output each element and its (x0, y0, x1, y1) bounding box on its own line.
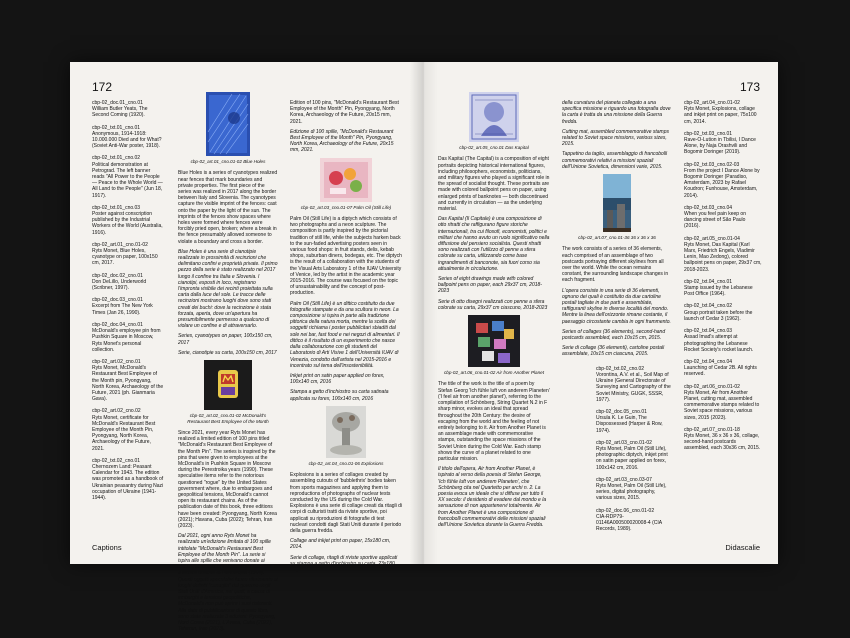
caption-code: cbp-02_art.02_cno.01 (92, 358, 141, 365)
caption-entry (684, 100, 762, 125)
blue-holes-series-en: Series, cyanotypes on paper, 100x150 cm, 2017 (178, 333, 273, 346)
explosions-series-en: Collage and inkjet print on paper, 15x180 cm, 2014. (290, 538, 391, 551)
caption-text: Ryts Monet, Blue Holes, cyanotype on paper, 100x150 cm, 2017. (92, 248, 158, 267)
blue-holes-text-it: Blue Holes è una serie di cianotipie realizzate in prossimità di recinzioni che delimitano confini e proprietà private. Il primo pezzo della serie è stato realizzato nel 2017 lungo il confine tra Italia e Slovenia. I cianotipi, esposti in loco, registrano l'impronta visibile dei recinti proiettata sulla carta dalla luce del sole. Le tracce delle recinzioni mostrano luoghi dove sono stati creati dei buchi: dove la recinzione è stata forzata, aperta, dove un'apertura ha presumibilmente permesso a qualcuno di violare un confine e di attraversarlo. (178, 248, 278, 330)
caption-entry (684, 162, 762, 199)
left-page-number: 172 (92, 80, 113, 94)
left-caption-list (92, 100, 164, 507)
explosions-text: Explosions is a series of collages created by assembling cutouts of 'bubblethrix' bodies taken from sports magazines and applying them to reproductions of photographs of nuclear tests conducted by the US during the Cold War. Explosions è una serie di collage creati da ritagli di corpi di culturisti tratti da riviste sportive, poi applicati su riproduzioni di fotografie di test nucleari condotti dagli Stati Uniti durante il periodo della guerra fredda. (290, 472, 403, 534)
caption-code: cbp-02_doc.03_cno.01 (92, 297, 143, 304)
caption-code: cbp-02_txt.01_cno.03 (92, 204, 141, 211)
caption-entry (684, 279, 762, 298)
caption-code: cbp-02_txt.03_cno.04 (684, 204, 733, 211)
left-right-column (290, 100, 402, 577)
caption-entry (684, 427, 762, 452)
right-first-column (438, 100, 550, 532)
air-another-planet-text-it: Il titolo dell'opera, Air from Another Planet, è ispirato al verso della poesia di Stefan George, 'Ich fühle luft von anderem Planeten', che Schönberg cita nel Quartetto per archi n. 2. La poesia evoca un ideale che si diffuse per tutto il XX secolo: il desiderio di evadere dal mondo e la sensazione di non appartenervi totalmente. Air from Another Planet è una composizione di francobolli commemorativi delle missioni spaziali dell'Unione Sovietica durante la Guerra Fredda. (438, 466, 547, 528)
palm-oil-caption: cbp-02_art.03_cno.01-07 Palm Oil (Still Life) (300, 204, 392, 210)
caption-code: cbp-02_art.05_cno.01-04 (684, 235, 740, 242)
caption-entry (92, 297, 164, 316)
right-page (424, 62, 778, 564)
caption-code: cbp-02_txt.04_cno.01 (684, 278, 733, 285)
caption-entry (92, 125, 164, 150)
explosions-caption: cbp-02_art.04_cno.01-06 Explosions (308, 460, 384, 466)
caption-text: Ryts Monet, McDonald's Restaurant Best Employee of the Month pin, Pyongyang, North Korea, Archaeology of the Future, 2021 (ph. Gianmaria Gava). (92, 365, 164, 403)
das-kapital-series-it: Serie di otto disegni realizzati con penne a sfera colorate su carta, 29x37 cm ciascuno, 2018-2023 (438, 298, 548, 311)
caption-entry (596, 508, 672, 533)
caption-entry (92, 458, 164, 501)
blue-holes-image (206, 92, 250, 156)
caption-text: McDonald's employee pin from Pushkin Square in Moscow, Ryts Monet's personal collection. (92, 328, 161, 353)
caption-code: cbp-02_txt.03_cno.02-03 (684, 161, 740, 168)
right-middle-column (562, 100, 672, 538)
caption-code: cbp-02_art.04_cno.01-02 (684, 100, 740, 106)
right-middle-caption-list (596, 366, 672, 533)
blue-holes-caption: cbp-02_art.01_cno.01-02 Blue Holes (190, 159, 266, 164)
caption-text: Poster against conscription published by the Industrial Workers of the World (Australia, 1916). (92, 211, 163, 236)
caption-text: Ursula K. Le Guin, The Dispossessed (Harper & Row, 1974). (596, 415, 663, 434)
right-footer-label: Didascalie (725, 543, 760, 552)
left-footer-label: Captions (92, 543, 122, 552)
caption-code: cbp-02_art.03_cno.01-02 (596, 439, 652, 446)
book-spread (70, 62, 778, 633)
caption-entry (92, 155, 164, 198)
caption-entry (92, 205, 164, 236)
caption-code: cbp-02_art.06_cno.01-02 (684, 383, 740, 390)
blue-holes-series-it: Serie, cianotipie su carta, 100x150 cm, 2017 (178, 349, 277, 356)
pin-edition-it: Edizione di 100 spille, "McDonald's Restaurant Best Employee of the Month" Pin, Pyongyang, North Korea, Archaeology of the Future, 20x15 mm, 2021. (290, 128, 394, 154)
caption-text: Ryts Monet, Explosions, collage and inkjet print on paper, 75x100 cm, 2014. (684, 106, 757, 125)
caption-entry (596, 440, 672, 471)
caption-code: cbp-02_doc.06_cno.01-02 (596, 507, 655, 514)
caption-text: Stamp issued by the Lebanese Post Office (1964). (684, 285, 753, 298)
caption-code: cbp-02_txt.04_cno.04 (684, 358, 733, 365)
caption-code: cbp-02_txt.01_cno.01 (92, 124, 141, 131)
air-another-planet-image (468, 315, 520, 367)
caption-entry (92, 408, 164, 451)
das-kapital-text-en: Das Kapital (The Capital) is a composition of eight portraits depicting historical international figures, including philosophers, economists, politicians, and military figures who played a significant role in the spread of socialist thought. These portraits are made with colored ballpoint pens on paper, using enlarged prints of banknotes — both discontinued and currently in circulation — as the underlying material. (438, 156, 550, 213)
caption-text: Anonymous, 1914-1918: 10.000.000 Died and for What? (Soviet Anti-War poster, 1918). (92, 130, 162, 150)
caption-code: cbp-02_txt.02_cno.01 (92, 457, 141, 464)
caption-entry (684, 131, 762, 156)
caption-code: cbp-02_doc.01_cno.01 (92, 100, 143, 106)
caption-text: Ryts Monet, Air from Another Planet, cutting mat, assembled commemorative stamps related to Soviet space missions, various sizes, 2015 (2023). (684, 389, 760, 421)
mcdonalds-pin-caption: cbp-02_art.02_cno.01-02 McDonald's Restaurant Best Employee of the Month (187, 413, 269, 424)
caption-entry (684, 384, 762, 421)
mcdonalds-text-en: Since 2021, every year Ryts Monet has realized a limited edition of 100 pins titled "McDonald's Restaurant Best Employee of the Month Pin". The series is inspired by the pins that were given to employees at the McDonald's in Pushkin Square in Moscow during the Perestroika years (1990). These speculative items refer to the notorious questioned "rogue" by the United States government where, due to embargoes and geopolitical tensions, McDonald's cannot open its restaurant chains. As of the publication date of this book, three editions have been created: Pyongyang, North Korea (2021); Havana, Cuba (2022); Tehran, Iran (2023). (178, 429, 277, 529)
caption-text: Ryts Monet, Das Kapital (Karl Marx, Friedrich Engels, Vladimir Lenin, Mao Zedong), colored ballpoint pens on paper, 29x37 cm, 2018-2023. (684, 241, 762, 273)
caption-code: cbp-02_art.03_cno.03-07 (596, 476, 652, 483)
air-another-planet-caption: cbp-02_art.06_cno.01-02 Air from Another Planet (443, 370, 544, 376)
caption-text: Ryts Monet, certificate for McDonald's Restaurant Best Employee of the Month Pin, Pyongyang, North Korea, Archaeology of the Future, 2021. (92, 414, 156, 452)
thirty-six-text-it: L'opera consiste in una serie di 36 elementi, ognuno dei quali è costituito da due cartoline postali tagliate in due parti e assemblate, raffiguranti skyline in diverse località del mondo. Mentre la linea dell'orizzonte rimane costante, il paesaggio circostante cambia in ogni frammento. (562, 287, 671, 325)
thirty-six-series-it: Serie di collage (36 elementi), cartoline postali assemblate, 10x15 cm ciascuna, 2015. (562, 345, 665, 358)
caption-text: Ryts Monet, Palm Oil (Still Life), series, digital photography, various sizes, 2015. (596, 482, 667, 502)
thirty-six-text-en: The work consists of a series of 36 elements, each comprised of an assemblage of two postcards portraying different skylines from all over the world. While the ocean remains constant, the surrounding landscape changes in each fragment. (562, 246, 669, 284)
das-kapital-image (469, 92, 519, 142)
caption-text: Chernozem Land: Peasant Calendar for 1943. The edition was promoted as a handbook of Ukrainian peasantry during Nazi occupation of Ukraine (1941-1944). (92, 463, 164, 501)
caption-entry (596, 477, 672, 502)
explosions-series-it: Serie di collage, ritagli di riviste sportive applicati su stampa a getto d'inchiostro su carta, 23x180 cm, 2014. (290, 554, 398, 573)
pin-edition-en: Edition of 100 pins, "McDonald's Restaurant Best Employee of the Month" Pin, Pyongyang, North Korea, Archaeology of the Future, 20x15 mm, 2021. (290, 100, 399, 125)
caption-entry (684, 236, 762, 273)
palm-oil-series-it: Stampa a getto d'inchiostro su carta satinata applicata su forex, 100x140 cm, 2016 (290, 389, 389, 402)
caption-text: Rave-O-Lution in Tbilisi, I Dance Alone, by Naja Orashvili and Bogomir Doringer (2019). (684, 137, 756, 156)
caption-entry (92, 273, 164, 292)
mcdonalds-text-it: Dal 2021, ogni anno Ryts Monet ha realizzato un'edizione limitata di 100 spille intitolate "McDonald's Restaurant Best Employee of the Month Pin". La serie si ispira alle spille che venivano donate ai dipendenti del McDonald's di Piazza Puškin a Mosca durante la Perestrojka (1990). Questi oggetti speculativi fanno riferimento ai luoghi definiti "canaglia" dal governo degli Stati Uniti d'America, nei quali, a causa di embarghi e tensioni geopolitiche, McDonald's non può aprire i suoi ristoranti. Alla data di pubblicazione di questo libro, sono state realizzate 3 edizioni: Pyongyang, Nord Corea (2021), L'Avana, Cuba (2022), Teheran, Iran (2023). (178, 533, 278, 633)
caption-text: Political demonstration at Petrograd. The left banner reads "All Power to the People — Peace to the Whole World — All Land to the People" (Jun 18, 1917). (92, 161, 163, 199)
caption-text: Ryts Monet, Palm Oil (Still Life), photographic diptych, inkjet print on satin paper applied on forex, 100x142 cm, 2016. (596, 445, 668, 471)
caption-entry (92, 242, 164, 267)
caption-entry (684, 303, 762, 322)
caption-code: cbp-02_doc.04_cno.01 (92, 321, 143, 328)
palm-oil-series-en: Inkjet print on satin paper applied on forex, 100x140 cm, 2016 (290, 372, 385, 386)
das-kapital-caption: cbp-02_art.05_cno.01 Das Kapital (459, 145, 529, 150)
caption-text: Ryts Monet, 36 x 36 x 36, collage, second-hand postcards assembled, each 30x36 cm, 2015. (684, 432, 761, 452)
das-kapital-text-it: Das Kapital (Il Capitale) è una composizione di otto ritratti che raffigurano figure storiche internazionali, tra cui filosofi, economisti, politici e militari che hanno avuto un ruolo significativo nella diffusione del pensiero socialista. Questi ritratti sono realizzati con l'utilizzo di penne a sfera colorate su carta, utilizzando come base ingrandimenti di banconote, sia fuori corso sia attualmente in circolazione. (438, 216, 550, 272)
palm-oil-text-en: Palm Oil (Still Life) is a diptych which consists of two photographs and a neon sculpture. The composition is partly inspired by the pictorial tradition of still life, while the subjects harken back to the sun-faded advertising posters seen in various food shops: in fruit stands, delis, kebab shops, suburban diners, bodegas, etc. The diptych is the result of a collaboration with the students of the Visual Arts Laboratory 1 of the IUAV University of Venice, led by the artist in the academic year 2015-2016. The course was focused on the topic of unsustainability and the concept of post-production. (290, 216, 402, 297)
das-kapital-series-en: Series of eight drawings made with colored ballpoint pens on paper, each 29x37 cm, 2018-2023 (438, 276, 542, 295)
caption-entry (92, 359, 164, 402)
right-caption-list (684, 100, 762, 458)
caption-text: Don DeLillo, Underworld (Scribner, 1997). (92, 278, 147, 292)
caption-code: cbp-02_txt.01_cno.02 (92, 155, 141, 162)
caption-text: CIA-RDP79-01146A000500020008-4 (CIA Records, 1989). (596, 513, 662, 533)
caption-code: cbp-02_txt.04_cno.03 (684, 328, 733, 335)
air-another-planet-text-en: The title of the work is the title of a poem by Stefan Georg 'Ich fühle luft von anderem Planeten' ('I feel air from another planet'), referring to the compilation of Schönberg, String Quartet N.2 in F sharp minor, evokes an ideal that spread throughout the 20th Century: the desire of escaping from the world and the feeling of not entirely belonging to it. Air from Another Planet is an assemblage made with commemorative stamps, outstanding the space missions of the Soviet Union during the Cold War. Each stamp shows the curve of a planet related to one particular mission. (438, 381, 550, 462)
caption-code: cbp-02_txt.02_cno.02 (596, 365, 645, 372)
left-middle-column (178, 100, 278, 636)
thirty-six-series-en: Series of collages (36 elements), second-hand postcards assembled, each 10x15 cm, 2015. (562, 328, 666, 342)
caption-entry (92, 100, 164, 119)
explosions-image (326, 406, 366, 458)
caption-entry (596, 409, 672, 434)
thirty-six-image (603, 174, 631, 232)
caption-text: Vorontina, A.V. et al., Soil Map of Ukraine (General Directorate of Surveying and Cartography of the Soviet Ministry, GUGK, SSSR, 1977). (596, 371, 671, 403)
caption-code: cbp-02_doc.02_cno.01 (92, 272, 143, 279)
caption-entry (92, 322, 164, 353)
caption-code: cbp-02_art.02_cno.02 (92, 408, 141, 415)
right-page-number: 173 (739, 80, 760, 94)
mcdonalds-pin-image (204, 360, 252, 410)
blue-holes-text-en: Blue Holes is a series of cyanotypes realized near fences that mark boundaries and private properties. The first piece of the series was realized in 2017 along the border between Italy and Slovenia. The cyanotypes capture the visible imprint of the fences: cast onto the paper by the light of the sun. The imprints of the fences show spaces where holes were formed where fences were forcibly pried open, broken; where a break in the fence presumably allowed someone to violate a boundary and cross a border. (178, 170, 278, 245)
palm-oil-text-it: Palm Oil (Still Life) è un dittico costituito da due fotografie stampate e da una scultura in neon. La composizione si ispira in parte alla tradizione pittorica della natura morta, mentre la scelta dei soggetti richiama i poster pubblicitari sbiaditi dal sole nei bar, fast food e nei negozi di alimentari. Il dittico è il risultato di un esperimento che nasce dalla collaborazione con gli studenti del Laboratorio di Arti Visive 1 dell'Università IUAV di Venezia, condotto dall'artista nel 2015-2016 e incentrato sul tema dell'insostenibilità. (290, 300, 400, 369)
caption-entry (684, 328, 762, 353)
caption-code: cbp-02_art.07_cno.01-18 (684, 426, 740, 433)
caption-text: Launching of Cedar 2B. All rights reserved. (684, 365, 757, 378)
caption-code: cbp-02_doc.05_cno.01 (596, 408, 647, 415)
air-series-en: Cutting mat, assembled commemorative stamps related to Soviet space missions, various sizes, 2015. (562, 128, 669, 148)
caption-text: Group portrait taken before the launch of Cedar 3 (1962). (684, 309, 753, 322)
caption-text: Excerpt from The New York Times (Jan 26, 1990). (92, 303, 153, 316)
caption-entry (596, 366, 672, 403)
caption-text: From the project I Dance Alone by Bogomir Doringer (Paradiso, Amsterdam, 2023 by Rafael Koudron; Funhouse, Amsterdam, 2014). (684, 167, 760, 199)
caption-code: cbp-02_txt.03_cno.01 (684, 130, 733, 137)
caption-text: Assad Imad's attempt at photographing the Lebanese Rocket Society's rocket launch. (684, 334, 754, 353)
caption-code: cbp-02_art.01_cno.01-02 (92, 241, 148, 248)
thirty-six-caption: cbp-02_art.07_cno.01-36 36 x 36 x 36 (578, 235, 656, 241)
continued-text: della curvatura del pianeta collegato a una specifica missione e riguardo una fotografia dove la carta è tratta da una missione della Guerra fredda. (562, 100, 671, 125)
air-series-it: Tappetino da taglio, assemblaggio di francobolli commemorativi relativi a missioni spaziali dell'Unione Sovietica, dimensioni varie, 2015. (562, 151, 668, 170)
left-page (70, 62, 424, 633)
caption-text: William Butler Yeats, The Second Coming (1920). (92, 106, 148, 119)
palm-oil-image (320, 158, 372, 202)
caption-entry (684, 205, 762, 230)
caption-entry (684, 359, 762, 378)
caption-code: cbp-02_txt.04_cno.02 (684, 303, 733, 310)
caption-text: When you feel pain keep on dancing street of São Paulo (2016). (684, 211, 746, 230)
